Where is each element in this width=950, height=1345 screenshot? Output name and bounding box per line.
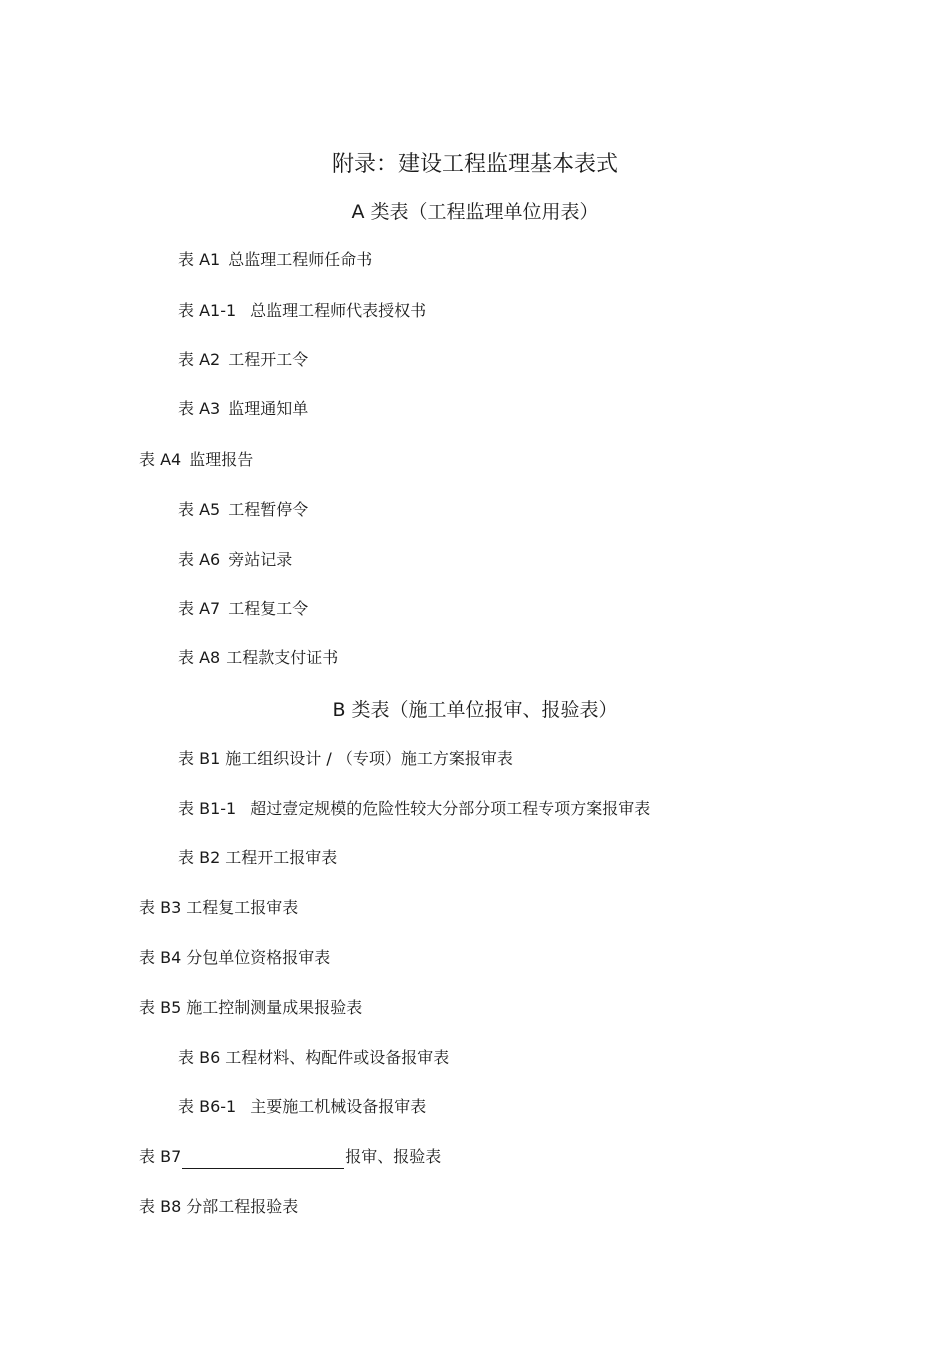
item-text: 工程款支付证书: [226, 648, 339, 667]
item-text: 工程复工报审表: [186, 898, 299, 917]
list-item-b5: [139, 996, 362, 1020]
item-text: 监理通知单: [228, 399, 309, 418]
list-item-a7: [178, 597, 308, 621]
item-text: 分包单位资格报审表: [186, 948, 331, 967]
list-item-b1: [178, 747, 513, 771]
item-text: 施工组织设计 / （专项）施工方案报审表: [225, 749, 513, 768]
item-code: 表 A7: [178, 599, 221, 618]
page-title: 附录：建设工程监理基本表式: [331, 152, 618, 177]
item-code: 表 A4: [139, 450, 182, 469]
list-item-a3: [178, 397, 308, 421]
item-code: 表 B1-1: [178, 799, 237, 818]
item-text: 工程开工令: [228, 350, 309, 369]
item-text: 工程材料、构配件或设备报审表: [225, 1048, 450, 1067]
item-text: 总监理工程师代表授权书: [250, 301, 427, 320]
list-item-b6-1: [178, 1095, 426, 1119]
item-text: 工程复工令: [228, 599, 309, 618]
item-text: 主要施工机械设备报审表: [250, 1097, 427, 1116]
list-item-a6: [178, 548, 292, 572]
item-text: 旁站记录: [228, 550, 293, 569]
list-item-a5: [178, 498, 308, 522]
list-item-a1: [178, 248, 372, 272]
item-text: 监理报告: [189, 450, 254, 469]
list-item-b7: [139, 1145, 441, 1169]
item-code: 表 A3: [178, 399, 221, 418]
item-code: 表 A6: [178, 550, 221, 569]
list-item-a1-1: [178, 299, 426, 323]
item-code: 表 A8: [178, 648, 221, 667]
item-code: 表 B2: [178, 848, 221, 867]
item-text: 总监理工程师任命书: [228, 250, 373, 269]
item-code: 表 A1: [178, 250, 221, 269]
item-code: 表 B6: [178, 1048, 221, 1067]
item-text: 报审、报验表: [345, 1147, 442, 1166]
item-code: 表 A1-1: [178, 301, 237, 320]
list-item-b3: [139, 896, 298, 920]
item-text: 施工控制测量成果报验表: [186, 998, 363, 1017]
list-item-a8: [178, 646, 338, 670]
item-code: 表 B4: [139, 948, 182, 967]
list-item-b8: [139, 1195, 298, 1219]
list-item-b4: [139, 946, 330, 970]
item-code: 表 B7: [139, 1147, 182, 1166]
item-code: 表 B5: [139, 998, 182, 1017]
list-item-b1-1: [178, 797, 650, 821]
item-code: 表 B6-1: [178, 1097, 237, 1116]
item-text: 工程开工报审表: [225, 848, 338, 867]
item-text: 超过壹定规模的危险性较大分部分项工程专项方案报审表: [250, 799, 651, 818]
item-text: 分部工程报验表: [186, 1197, 299, 1216]
item-code: 表 B1: [178, 749, 221, 768]
list-item-b6: [178, 1046, 449, 1070]
fill-in-blank: [182, 1150, 344, 1169]
section-a-heading: A 类表（工程监理单位用表）: [351, 201, 599, 223]
item-code: 表 A2: [178, 350, 221, 369]
list-item-a2: [178, 348, 308, 372]
item-text: 工程暂停令: [228, 500, 309, 519]
item-code: 表 B3: [139, 898, 182, 917]
section-b-heading: B 类表（施工单位报审、报验表）: [332, 699, 618, 721]
item-code: 表 A5: [178, 500, 221, 519]
list-item-a4: [139, 448, 253, 472]
item-code: 表 B8: [139, 1197, 182, 1216]
list-item-b2: [178, 846, 337, 870]
